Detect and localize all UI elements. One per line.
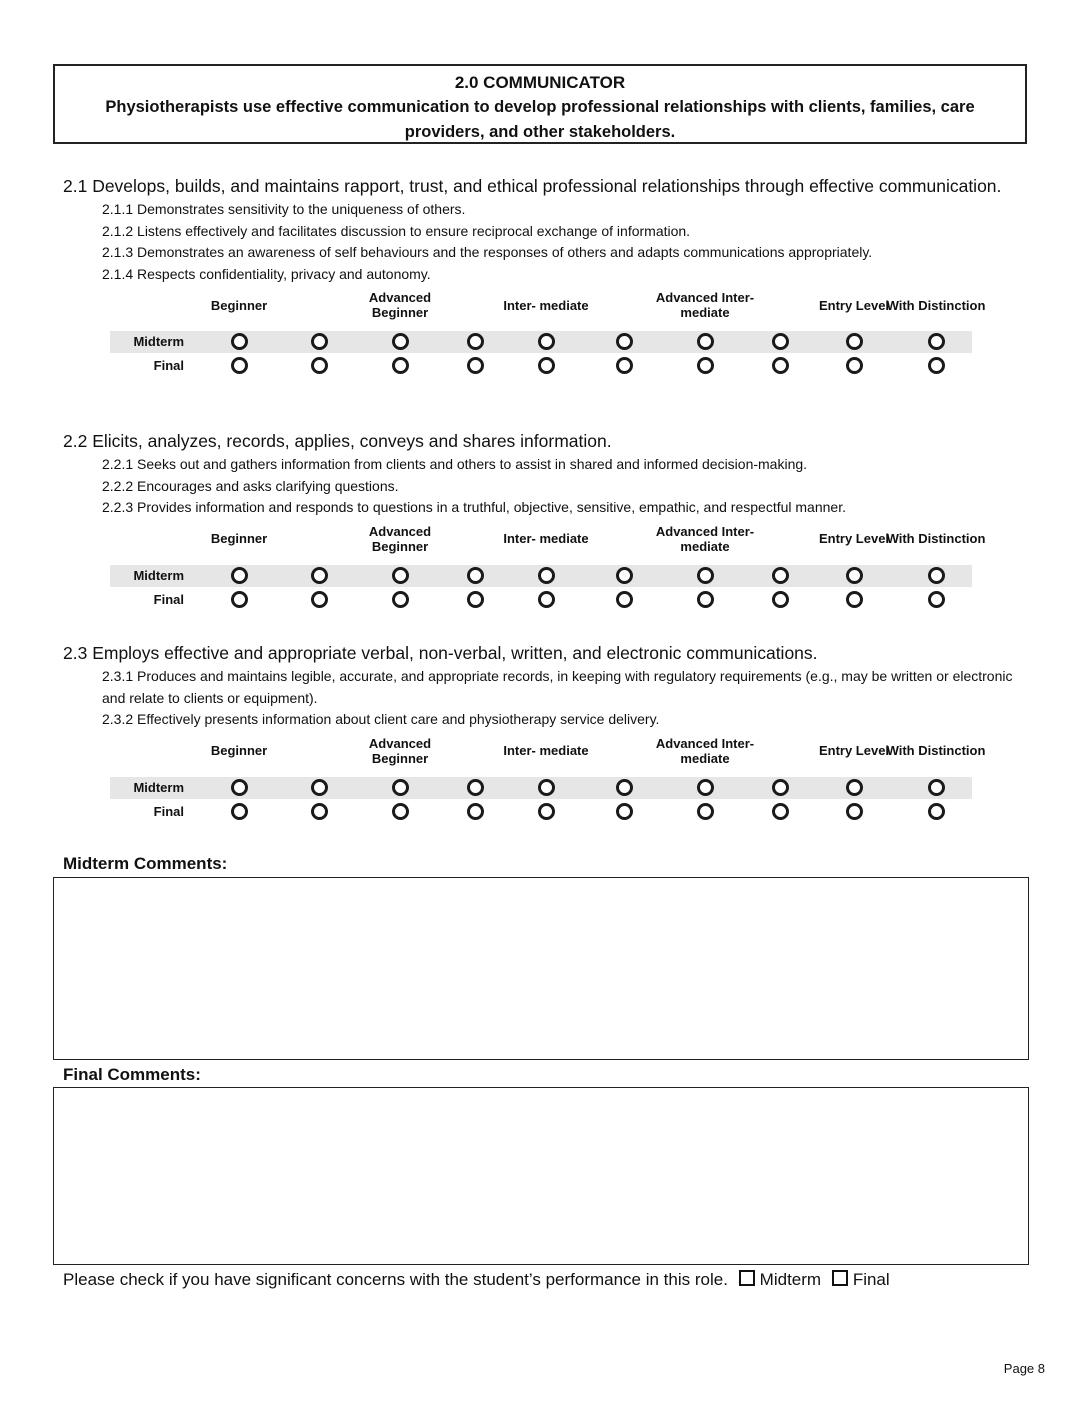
scale-level-beginner: Beginner [210,531,268,546]
midterm-rating-radio[interactable] [928,567,945,584]
midterm-rating-radio[interactable] [697,779,714,796]
final-rating-radio[interactable] [772,357,789,374]
final-rating-radio[interactable] [311,591,328,608]
final-rating-radio[interactable] [392,803,409,820]
scale-level-advanced-beginner: Advanced Beginner [368,290,432,320]
final-row-label: Final [153,591,184,607]
midterm-concern-label: Midterm [759,1270,822,1289]
final-rating-radio[interactable] [846,357,863,374]
concern-row [63,1268,890,1292]
final-rating-radio[interactable] [538,357,555,374]
final-rating-radio[interactable] [311,803,328,820]
final-rating-radio[interactable] [538,591,555,608]
final-concern-label: Final [852,1270,890,1289]
indicator-list [102,666,1023,731]
final-row-label: Final [153,803,184,819]
rating-scale [63,519,1023,609]
scale-level-entry-level: Entry Level [818,297,890,313]
indicator: 2.1.3 Demonstrates an awareness of self behaviours and the responses of others and adapts communications appropriately. [102,244,873,260]
final-rating-radio[interactable] [616,803,633,820]
final-rating-radio[interactable] [846,803,863,820]
midterm-row-label: Midterm [133,334,184,349]
midterm-row-label: Midterm [133,779,184,795]
competency-title: 2.3 Employs effective and appropriate verbal, non-verbal, written, and electronic communications. [63,643,818,663]
scale-level-advanced-intermediate: Advanced Inter- mediate [655,523,755,554]
scale-level-advanced-beginner: Advanced Beginner [368,523,432,554]
final-rating-radio[interactable] [772,591,789,608]
scale-level-entry-level: Entry Level [818,743,890,758]
midterm-rating-radio[interactable] [846,779,863,796]
final-rating-radio[interactable] [538,803,555,820]
midterm-rating-radio[interactable] [311,567,328,584]
midterm-rating-radio[interactable] [392,779,409,796]
scale-level-with-distinction: With Distinction [886,531,986,546]
competency-2-3 [63,640,1023,821]
final-rating-radio[interactable] [467,357,484,374]
midterm-rating-radio[interactable] [697,333,714,350]
midterm-rating-radio[interactable] [231,779,248,796]
midterm-rating-radio[interactable] [538,567,555,584]
midterm-rating-radio[interactable] [772,333,789,350]
midterm-rating-radio[interactable] [616,779,633,796]
midterm-rating-radio[interactable] [616,333,633,350]
midterm-rating-radio[interactable] [467,333,484,350]
indicator: 2.1.1 Demonstrates sensitivity to the uniqueness of others. [102,201,466,217]
final-rating-radio[interactable] [846,591,863,608]
midterm-row-label: Midterm [133,567,184,583]
scale-level-intermediate: Inter- mediate [503,297,589,313]
midterm-rating-radio[interactable] [311,779,328,796]
scale-level-advanced-beginner: Advanced Beginner [368,735,432,766]
midterm-rating-radio[interactable] [231,333,248,350]
indicator-list [102,454,1023,519]
role-description: Physiotherapists use effective communication to develop professional relationships with clients, families, care providers, and other stakeholders. [105,98,975,141]
page-number: Page 8 [1003,1361,1045,1376]
final-rating-radio[interactable] [928,803,945,820]
final-rating-radio[interactable] [616,591,633,608]
final-rating-radio[interactable] [467,591,484,608]
midterm-rating-radio[interactable] [616,567,633,584]
final-rating-radio[interactable] [928,357,945,374]
final-rating-radio[interactable] [392,591,409,608]
final-rating-radio[interactable] [231,803,248,820]
midterm-comments-field[interactable] [53,877,1029,1060]
final-rating-radio[interactable] [697,803,714,820]
midterm-rating-radio[interactable] [231,567,248,584]
final-rating-radio[interactable] [697,591,714,608]
midterm-rating-radio[interactable] [772,567,789,584]
competency-title: 2.1 Develops, builds, and maintains rapport, trust, and ethical professional relationships through effective communication. [63,176,1002,196]
final-rating-radio[interactable] [928,591,945,608]
indicator: 2.2.3 Provides information and responds to questions in a truthful, objective, sensitive, empathic, and respectful manner. [102,499,846,515]
rating-scale [63,285,1023,375]
final-rating-radio[interactable] [772,803,789,820]
final-concern-checkbox[interactable] [832,1270,848,1286]
final-rating-radio[interactable] [697,357,714,374]
midterm-rating-radio[interactable] [467,779,484,796]
scale-level-beginner: Beginner [210,297,268,313]
scale-level-intermediate: Inter- mediate [503,743,589,758]
midterm-rating-radio[interactable] [392,567,409,584]
midterm-rating-radio[interactable] [846,567,863,584]
midterm-rating-radio[interactable] [467,567,484,584]
midterm-comments-label: Midterm Comments: [63,854,228,873]
indicator: 2.2.2 Encourages and asks clarifying questions. [102,477,399,494]
final-rating-radio[interactable] [616,357,633,374]
final-rating-radio[interactable] [311,357,328,374]
competency-2-2 [63,428,1023,609]
midterm-concern-checkbox[interactable] [739,1270,755,1286]
rating-scale [63,731,1023,821]
indicator: 2.1.4 Respects confidentiality, privacy and autonomy. [102,265,431,282]
scale-level-advanced-intermediate: Advanced Inter- mediate [655,290,755,320]
final-rating-radio[interactable] [392,357,409,374]
indicator: 2.3.1 Produces and maintains legible, accurate, and appropriate records, in keeping with regulatory requirements (e.g., may be written or electronic and relate to clients or equipment). [102,668,1013,706]
role-header [53,64,1027,144]
midterm-rating-radio[interactable] [392,333,409,350]
scale-level-with-distinction: With Distinction [886,743,986,758]
scale-level-advanced-intermediate: Advanced Inter- mediate [655,735,755,766]
midterm-rating-radio[interactable] [772,779,789,796]
final-comments-field[interactable] [53,1087,1029,1265]
midterm-rating-radio[interactable] [928,779,945,796]
indicator: 2.3.2 Effectively presents information about client care and physiotherapy service delivery. [102,711,660,727]
indicator: 2.1.2 Listens effectively and facilitates discussion to ensure reciprocal exchange of information. [102,222,691,239]
final-rating-radio[interactable] [231,591,248,608]
scale-level-with-distinction: With Distinction [886,297,986,313]
concern-text: Please check if you have significant concerns with the student’s performance in this role. [63,1270,728,1289]
midterm-rating-radio[interactable] [846,333,863,350]
midterm-rating-radio[interactable] [538,779,555,796]
final-row-label: Final [153,358,184,373]
competency-title: 2.2 Elicits, analyzes, records, applies, conveys and shares information. [63,431,612,451]
scale-level-entry-level: Entry Level [818,531,890,546]
midterm-rating-radio[interactable] [928,333,945,350]
final-comments-label: Final Comments: [63,1065,201,1084]
midterm-rating-radio[interactable] [697,567,714,584]
indicator-list [102,199,1023,285]
scale-level-beginner: Beginner [210,743,268,758]
indicator: 2.2.1 Seeks out and gathers information from clients and others to assist in shared and informed decision-making. [102,456,808,472]
final-rating-radio[interactable] [467,803,484,820]
midterm-rating-radio[interactable] [311,333,328,350]
role-title: 2.0 COMMUNICATOR [454,73,626,92]
competency-2-1 [63,173,1023,375]
scale-level-intermediate: Inter- mediate [503,531,589,546]
final-rating-radio[interactable] [231,357,248,374]
midterm-rating-radio[interactable] [538,333,555,350]
